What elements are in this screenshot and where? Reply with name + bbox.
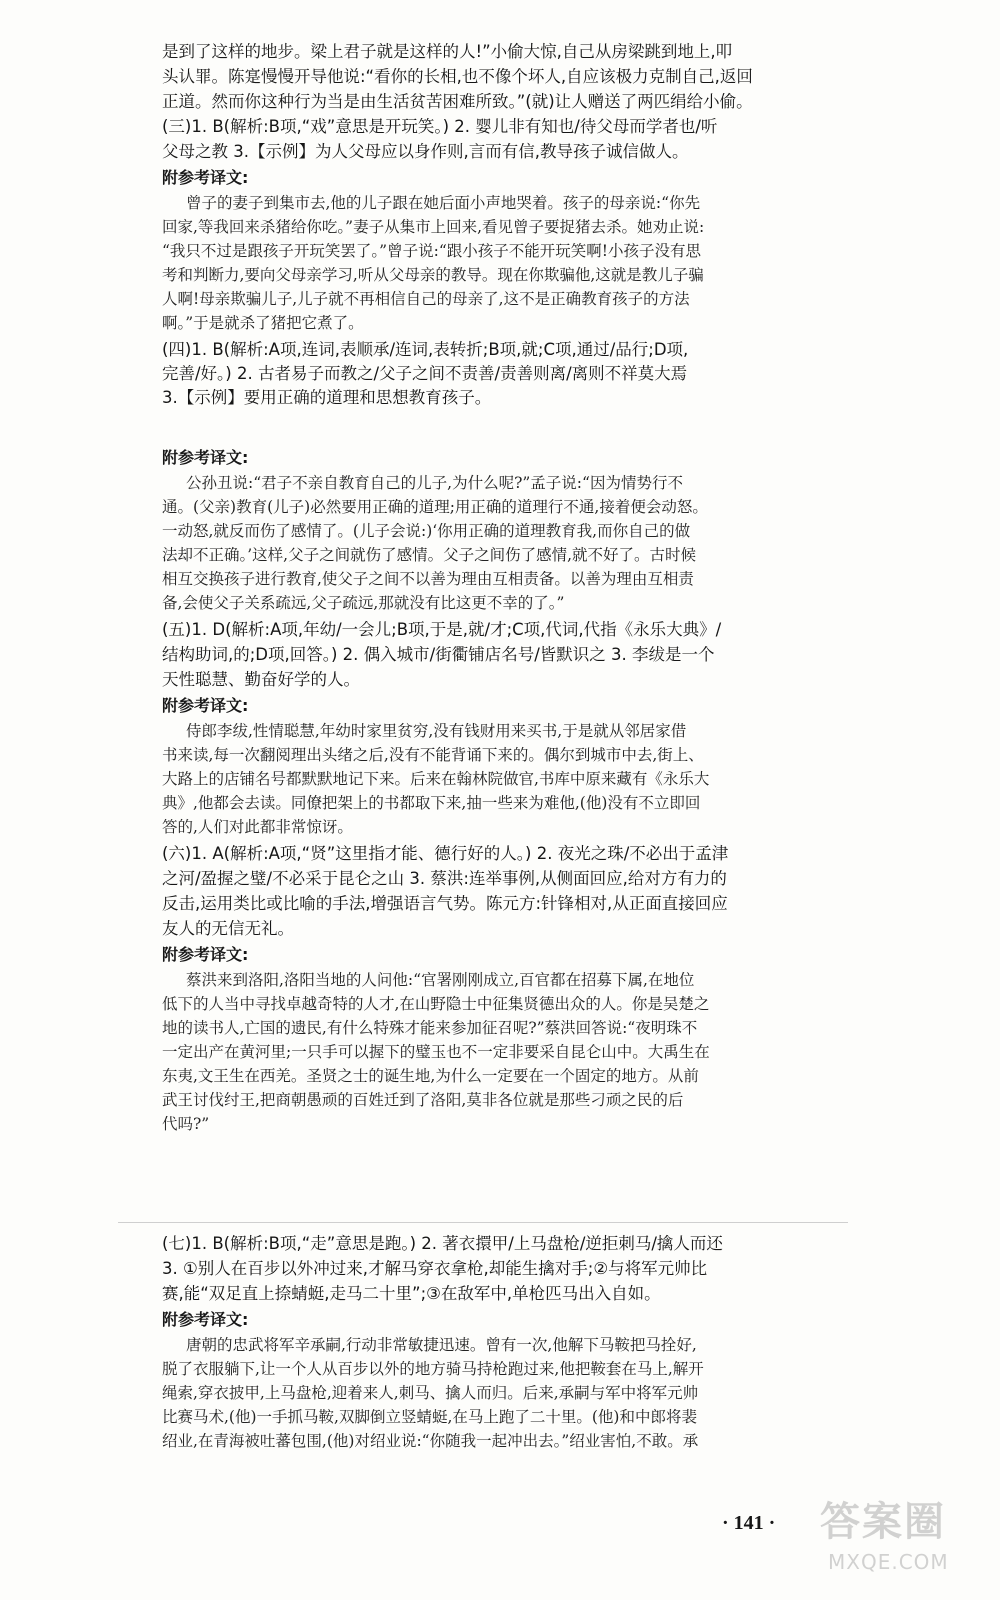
translation-heading: 附参考译文: [162, 945, 249, 964]
translation-line: 人啊!母亲欺骗儿子,儿子就不再相信自己的母亲了,这不是正确教育孩子的方法 [162, 290, 690, 308]
translation-line: 绍业,在青海被吐蕃包围,(他)对绍业说:“你随我一起冲出去。”绍业害怕,不敢。承 [162, 1432, 699, 1450]
translation-line: 典》,他都会去读。同僚把架上的书都取下来,抽一些来为难他,(他)没有不立即回 [162, 794, 701, 812]
answer-line: 3.【示例】要用正确的道理和思想教育孩子。 [162, 388, 492, 407]
translation-line: 答的,人们对此都非常惊讶。 [162, 818, 353, 836]
translation-line: “我只不过是跟孩子开玩笑罢了。”曾子说:“跟小孩子不能开玩笑啊!小孩子没有思 [162, 242, 701, 260]
translation-line: 一动怒,就反而伤了感情了。(儿子会说:)‘你用正确的道理教育我,而你自己的做 [162, 522, 691, 540]
watermark-text: 答案圈 [820, 1499, 946, 1545]
watermark-logo [820, 1490, 970, 1585]
translation-line: 东夷,文王生在西羌。圣贤之士的诞生地,为什么一定要在一个固定的地方。从前 [162, 1067, 699, 1085]
translation-line: 书来读,每一次翻阅理出头绪之后,没有不能背诵下来的。偶尔到城市中去,街上、 [162, 746, 704, 764]
answer-line: 友人的无信无礼。 [162, 919, 294, 938]
answer-line: 完善/好。) 2. 古者易子而教之/父子之间不责善/责善则离/离则不祥莫大焉 [162, 364, 688, 383]
translation-line: 低下的人当中寻找卓越奇特的人才,在山野隐士中征集贤德出众的人。你是吴楚之 [162, 995, 710, 1013]
translation-line: 考和判断力,要向父母亲学习,听从父母亲的教导。现在你欺骗他,这就是教儿子骗 [162, 266, 704, 284]
answer-line: 3. ①别人在百步以外冲过来,才解马穿衣拿枪,却能生擒对手;②与将军元帅比 [162, 1259, 708, 1278]
translation-heading: 附参考译文: [162, 448, 249, 467]
translation-line: 蔡洪来到洛阳,洛阳当地的人问他:“官署刚刚成立,百官都在招募下属,在地位 [186, 971, 695, 989]
translation-line: 比赛马术,(他)一手抓马鞍,双脚倒立竖蜻蜓,在马上跑了二十里。(他)和中郎将裴 [162, 1408, 697, 1426]
translation-line: 一定出产在黄河里;一只手可以握下的璧玉也不一定非要采自昆仑山中。大禹生在 [162, 1043, 710, 1061]
answer-line: (五)1. D(解析:A项,年幼/一会儿;B项,于是,就/才;C项,代词,代指《永乐大典》/ [162, 620, 722, 639]
horizontal-divider [118, 1222, 848, 1223]
answer-line: 天性聪慧、勤奋好学的人。 [162, 670, 360, 689]
translation-line: 公孙丑说:“君子不亲自教育自己的儿子,为什么呢?”孟子说:“因为情势行不 [186, 474, 683, 492]
translation-heading: 附参考译文: [162, 1310, 249, 1329]
translation-heading: 附参考译文: [162, 168, 249, 187]
answer-line: (六)1. A(解析:A项,“贤”这里指才能、德行好的人。) 2. 夜光之珠/不必出于孟津 [162, 844, 729, 863]
answer-line: (七)1. B(解析:B项,“走”意思是跑。) 2. 著衣擐甲/上马盘枪/逆拒刺马/擒人而还 [162, 1234, 723, 1253]
translation-line: 回家,等我回来杀猪给你吃。”妻子从集市上回来,看见曾子要捉猪去杀。她劝止说: [162, 218, 705, 236]
translation-heading: 附参考译文: [162, 696, 249, 715]
answer-line: 结构助词,的;D项,回答。) 2. 偶入城市/街衢铺店名号/皆默识之 3. 李绂是一个 [162, 645, 715, 664]
translation-line: 绳索,穿衣披甲,上马盘枪,迎着来人,刺马、擒人而归。后来,承嗣与军中将军元帅 [162, 1384, 699, 1402]
translation-line: 啊。”于是就杀了猪把它煮了。 [162, 314, 364, 332]
translation-line: 地的读书人,亡国的遗民,有什么特殊才能来参加征召呢?”蔡洪回答说:“夜明珠不 [162, 1019, 698, 1037]
translation-line: 法却不正确。’这样,父子之间就伤了感情。父子之间伤了感情,就不好了。古时候 [162, 546, 697, 564]
answer-line: 反击,运用类比或比喻的手法,增强语言气势。陈元方:针锋相对,从正面直接回应 [162, 894, 728, 913]
translation-line: 通。(父亲)教育(儿子)必然要用正确的道理;用正确的道理行不通,接着便会动怒。 [162, 498, 708, 516]
translation-line: 脱了衣服躺下,让一个人从百步以外的地方骑马持枪跑过来,他把鞍套在马上,解开 [162, 1360, 704, 1378]
answer-line: (三)1. B(解析:B项,“戏”意思是开玩笑。) 2. 婴儿非有知也/待父母而学者也/听 [162, 117, 718, 136]
text-line: 正道。然而你这种行为当是由生活贫苦困难所致。”(就)让人赠送了两匹绢给小偷。 [162, 92, 753, 111]
text-line: 是到了这样的地步。梁上君子就是这样的人!”小偷大惊,自己从房梁跳到地上,叩 [162, 42, 733, 61]
translation-line: 唐朝的忠武将军辛承嗣,行动非常敏捷迅速。曾有一次,他解下马鞍把马拴好, [186, 1336, 697, 1354]
watermark-url: MXQE.COM [828, 1550, 949, 1574]
translation-line: 代吗?” [162, 1115, 210, 1133]
page-number: · 141 · [722, 1512, 776, 1534]
answer-line: 赛,能“双足直上捺蜻蜓,走马二十里”;③在敌军中,单枪匹马出入自如。 [162, 1284, 661, 1303]
translation-line: 相互交换孩子进行教育,使父子之间不以善为理由互相责备。以善为理由互相责 [162, 570, 694, 588]
answer-line: 父母之教 3.【示例】为人父母应以身作则,言而有信,教导孩子诚信做人。 [162, 142, 689, 161]
answer-line: 之河/盈握之璧/不必采于昆仑之山 3. 蔡洪:连举事例,从侧面回应,给对方有力的 [162, 869, 727, 888]
text-line: 头认罪。陈寔慢慢开导他说:“看你的长相,也不像个坏人,自应该极力克制自己,返回 [162, 67, 753, 86]
translation-line: 侍郎李绂,性情聪慧,年幼时家里贫穷,没有钱财用来买书,于是就从邻居家借 [186, 722, 687, 740]
translation-line: 武王讨伐纣王,把商朝愚顽的百姓迁到了洛阳,莫非各位就是那些刁顽之民的后 [162, 1091, 684, 1109]
translation-line: 备,会使父子关系疏远,父子疏远,那就没有比这更不幸的了。” [162, 594, 565, 612]
answer-line: (四)1. B(解析:A项,连词,表顺承/连词,表转折;B项,就;C项,通过/品行;D项, [162, 340, 689, 359]
translation-line: 曾子的妻子到集市去,他的儿子跟在她后面小声地哭着。孩子的母亲说:“你先 [186, 194, 701, 212]
translation-line: 大路上的店铺名号都默默地记下来。后来在翰林院做官,书库中原来藏有《永乐大 [162, 770, 710, 788]
